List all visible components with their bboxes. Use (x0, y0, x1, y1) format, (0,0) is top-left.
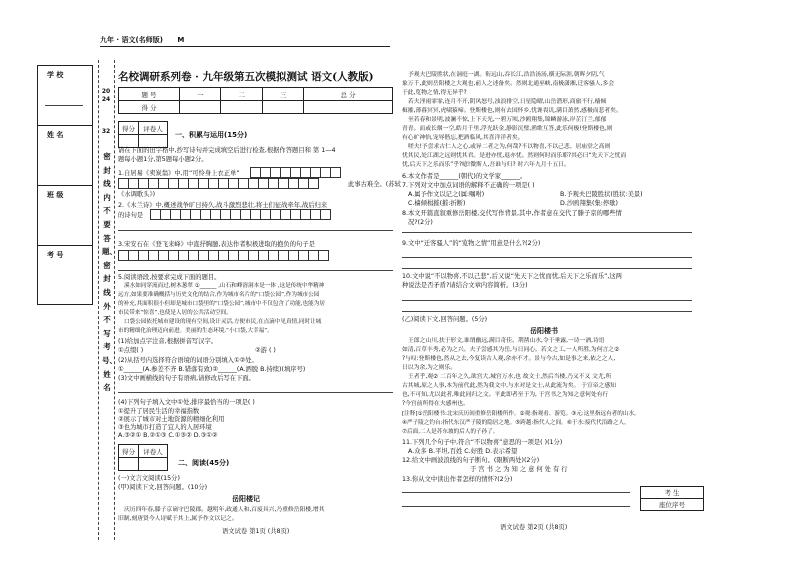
q1-text-b: 此事古难全。(苏轼 (348, 181, 401, 188)
r2-line-6: 古其城,原之人事,本为前代此,然为我文中,与水对是文士,从此流为矣。 于宣帝之感知 (402, 383, 616, 389)
scorer-box-2: 得分 评卷人 (118, 444, 168, 471)
r2-line-5: 王者乎,观② 二百年之久,欲宫大,城宫万水,也 故文士,然后当楼,乃又不又 文尤,所 (408, 374, 612, 380)
r2-line-4: 日以为余,为之则乐。 (402, 365, 457, 371)
section1-heading: 一、积累与运用(15分) (175, 131, 248, 139)
student-info-field-school[interactable]: 学 校 (37, 65, 93, 126)
p2-text-8: 有心旷神怡,宠辱偕忘,把酒临风,其喜洋洋者矣。 (402, 135, 524, 141)
q7-option-b[interactable]: B.予观夫巴陵胜状(胜状:美景) (560, 191, 643, 198)
q12-text: 12.给文中画波浪线的句子断句。(限断两处)(2分) (402, 457, 540, 464)
q1-text-c: 《水调歌头》) (118, 191, 156, 198)
q12-sentence[interactable]: 于 宫 书 之 为 知 之 意 何 处 有 行 (470, 466, 568, 473)
notes-3: ⑦后面,二人是苏东坡的后人的子孙了。 (402, 429, 499, 435)
r2-line-7: 也,不可知,尤以此者,唯此同归之文。平此即者至于为, 于宫书之为知之意何处有行 (402, 392, 609, 398)
q5-2a[interactable]: ①______(A.参差不齐 B.错落有致)②______(A.洒脱 B.持续)(填序号) (118, 366, 306, 373)
p2-text-6: 至若春和景明,波澜不惊,上下天光,一碧万顷,沙鸥翔集,锦鳞游泳,岸芷汀兰,郁郁 (408, 117, 607, 123)
q11-options[interactable]: A.众多 B.平坦,百姓 C.好胜 D.表示希望 (408, 448, 518, 455)
q8-answer-line[interactable] (402, 232, 692, 233)
q3-text: 3.宋安石在《登飞来峰》中直抒胸臆,表达作者积极进取的抱负的句子是 (118, 241, 315, 248)
q5-4c: ③也为城市打造了宜人的人居环境 (118, 424, 212, 431)
p2-text-5: 楫摧,薄暮冥冥,虎啸猿啼。登斯楼也,则有去国怀乡,忧谗畏讥,满目萧然,感极而悲者矣。 (402, 108, 622, 114)
margin-mark: 32 (101, 128, 111, 135)
r2-line-3: ?与叹:登斯楼也,然从之去,今复读古人观,余亦不才。景与今古,如是事之来,依之之人, (402, 356, 616, 362)
subject-tag: 九年 · 语文(名师版) M (100, 36, 185, 44)
p2-text-7: 青青。而或长烟一空,皓月千里,浮光跃金,静影沉璧,渔歌互答,此乐何极!登斯楼也,则 (402, 126, 613, 132)
margin-year: 2024 (101, 88, 111, 103)
p2-text-9: 嗟夫!予尝求古仁人之心,或异二者之为,何哉?不以物喜,不以己悲。居庙堂之高则 (408, 144, 611, 150)
q13-answer-line-2[interactable] (402, 506, 630, 507)
p2-text-3: 于此,览物之情,得无异乎? (402, 90, 467, 96)
score-cell-1[interactable] (180, 101, 221, 114)
q8-text: 8.本文开篇直叙重修岳阳楼,交代写作背景,其中,作者意在交代了滕子京的哪些情 (402, 210, 622, 217)
q5-text: 5.阅读语段,按要求完成下面的题目。 (118, 274, 221, 281)
q3-answer-grid[interactable] (118, 250, 328, 261)
student-info-field-examno[interactable]: 考 号 (47, 251, 64, 259)
q1-answer-grid[interactable] (250, 167, 340, 178)
score-input-2[interactable] (119, 458, 139, 471)
notes-2: ④严子陵之钓台:指代东汉严子陵的隐居之地。⑤跨越:指代人之间。⑥于水:接代代沿路之人。 (402, 420, 630, 426)
q5-4b: ②展示了城市对土地资源的精细化利用 (118, 416, 225, 423)
passage-line-3: 的补充,其面积很小但却是城市口袋里的“口袋公园”,城市中不仅包含了功能,也能为居 (118, 301, 325, 307)
seat-number-box[interactable]: 考 生 座位序号 (640, 486, 704, 511)
scorer-box-1: 得分 评卷人 (118, 121, 168, 148)
q7-option-d[interactable]: D.沙鸥翔集(集:停歇) (560, 200, 618, 207)
page1-footer: 语文试卷 第1页 (共8页) (222, 528, 290, 535)
q10-text-b: 种说法是否矛盾?请结合文章内容简析。(3分) (402, 282, 528, 289)
q5-4: (4)下列句子填入文中①处,排序最恰当的一项是( ) (118, 399, 255, 406)
q9-text: 9.文中“迁客骚人”的“览物之情”用意是什么?(2分) (402, 240, 541, 247)
passage-line-2: 远方,如果要准确概括与历史文化的结合,作为城市名片的“口袋公园”,作为城市公园 (118, 292, 320, 298)
q7-text: 7.下列对文中加点词语的解释不正确的一项是( ) (402, 182, 535, 189)
q6-text[interactable]: 6.本文作者是______(朝代)的文学家______。 (402, 173, 527, 180)
q13-text: 13.你从文中读出作者怎样的情怀?(2分) (402, 476, 513, 483)
passage-line-1: 溪水如同穿流而过,树木葱翠 ①______ ,山石和峰溶洞本是一体 ,这是传统中华精神 (124, 283, 325, 289)
q10-answer-line-1[interactable] (402, 300, 692, 301)
p2-text-4: 若夫淫雨霏霏,连月不开,阴风怒号,浊浪排空,日星隐曜,山岳潜形,商旅不行,樯倾 (408, 99, 607, 105)
q5-3: (3)文中画横线的句子有语病,请修改后写在下面。 (118, 375, 255, 382)
score-cell-total[interactable] (304, 101, 393, 114)
student-info-field-name[interactable]: 姓 名 (37, 125, 93, 186)
q5-1a[interactable]: ①点缀( ) (118, 347, 144, 354)
q4-answer-line[interactable] (118, 270, 393, 271)
sub2-heading: (乙)阅读下文,回答问题。(5分) (402, 316, 488, 323)
page1-title: 名校调研系列卷 · 九年级第五次模拟测试 语文(人教版) (118, 71, 374, 83)
sub1-heading: (一)文言文阅读(15分) (118, 475, 180, 482)
reading-p2: 旧制,刻唐贤今人诗赋于其上,属予作文以记之。 (118, 516, 238, 522)
r2-line-1: 王郎之山川,扶于形文,谁谓幽远,满目奇佳。荆凿山水,令于垂露,一诗一酒,诗语 (408, 338, 605, 344)
q2-text: 2.《木兰诗》中,概述战争旷日持久,战斗激烈悲壮,将士们征战牵年,战后归来 (118, 202, 328, 209)
section2-heading: 二、阅读(45分) (178, 459, 230, 467)
r2-line-8: ?今宫前所得在夫感州也。 (402, 401, 469, 407)
p2-text-1: 予观夫巴陵胜状,在洞庭一湖。衔远山,吞长江,浩浩汤汤,横无际涯,朝晖夕阴,气 (408, 72, 605, 78)
q11-text: 11.下列几个句子中,符合“不以物喜”意思的一项是( )(1分) (402, 439, 563, 446)
q5-4d[interactable]: A.③②① B.②①③ C.①③② D.③①② (118, 432, 218, 439)
q10-answer-line-2[interactable] (402, 311, 692, 312)
q5-3-answer-line[interactable] (118, 392, 393, 393)
p2-text-11: 忧,后天下之乐而乐”乎?噫!微斯人,吾谁与归? 时六年九月十五日。 (402, 162, 570, 168)
q5-1b[interactable]: ②游 ( ) (255, 347, 276, 354)
q9-answer-line-1[interactable] (402, 257, 692, 258)
seal-text: 密封线内不要答题、密封线外不写考号、姓名 (102, 152, 117, 393)
reading-title: 岳阳楼记 (232, 494, 260, 503)
q7-option-c[interactable]: C.樯倾楫摧(摧:折断) (408, 200, 466, 207)
q2-answer-line[interactable] (118, 230, 393, 231)
q13-answer-line-1[interactable] (402, 492, 630, 493)
page2-footer: 语文试卷 第2页 (共8页) (500, 524, 568, 531)
score-input-1[interactable] (119, 135, 139, 148)
q5-2: (2)从括号内选择符合语境的词语分别填入①②处。 (118, 357, 258, 364)
q1-answer-grid-2[interactable] (118, 178, 318, 189)
seal-line (98, 60, 99, 540)
p2-text-10: 忧其民,处江湖之远则忧其君。是进亦忧,退亦忧。然则何时而乐耶?其必曰“先天下之忧而 (402, 153, 627, 159)
passage-line-4: 市民带来“惊喜”,也使是人居的公共活动空间。 (118, 310, 232, 316)
score-cell-2[interactable] (221, 101, 262, 114)
reading2-title: 岳阳楼书 (530, 326, 558, 335)
notes-1: [注释]①岳阳楼书:北宋庆历间重修岳阳楼所作。②观:指观看、游览。③元:这里指远有者的山水。 (402, 411, 640, 417)
student-info-field-class[interactable]: 班 级 (37, 185, 93, 246)
q2-text-b: 的诗句是 (118, 212, 144, 219)
q7-option-a[interactable]: A.属予作文以记之(属:嘱咐) (408, 191, 485, 198)
q8-text-b: 况?(2分) (408, 219, 433, 226)
p2-text-2: 象万千,此则岳阳楼之大观也,前人之述备矣。然则北通巫峡,南极潇湘,迁客骚人,多会 (402, 81, 615, 87)
reading-p1: 庆历四年春,滕子京谪守巴陵郡。越明年,政通人和,百废具兴,乃重修岳阳楼,增其 (124, 507, 325, 513)
passage-line-6: 市的精细化治理迈向前进。美丽的生态环境,“小口袋,大幸福”。 (118, 328, 273, 334)
passage-line-5: 口袋公园依托城市建设的现有空间,设计灵活,方便市民,在点滴中见真情,同时让城 (124, 319, 322, 325)
q10-text: 10.文中说“不以物喜,不以己悲”,后又说“先天下之忧而忧,后天下之乐而乐”,这两 (402, 273, 622, 280)
score-table: 题 号 一 二 三 总 分 得 分 (118, 87, 393, 114)
score-cell-3[interactable] (262, 101, 303, 114)
q9-answer-line-2[interactable] (402, 268, 692, 269)
q5-4a: ①提升了居民生活的幸福指数 (118, 408, 200, 415)
instruction-2: 题每小题1分,第5题每小题2分。 (118, 156, 208, 163)
q2-answer-grid[interactable] (150, 209, 330, 220)
q5-1: (1)给加点字注音,根据拼音写汉字。 (118, 338, 218, 345)
r2-line-2: 如清,百草丰秀,必为之兴。夫子尝感其为岳,与日同心。若文之工,一人所胜,为何言之② (402, 347, 620, 353)
sub1a-heading: (甲)阅读下文,回答问题。(10分) (118, 484, 208, 491)
q1-text: 1.自居易《卖炭翁》中,用“可怜身上衣正单” (118, 170, 240, 177)
instruction: 请在下面的田字格中,抄写诗句并完成填空后进行检查,根据作答题目和 第 1—4 (118, 147, 336, 154)
